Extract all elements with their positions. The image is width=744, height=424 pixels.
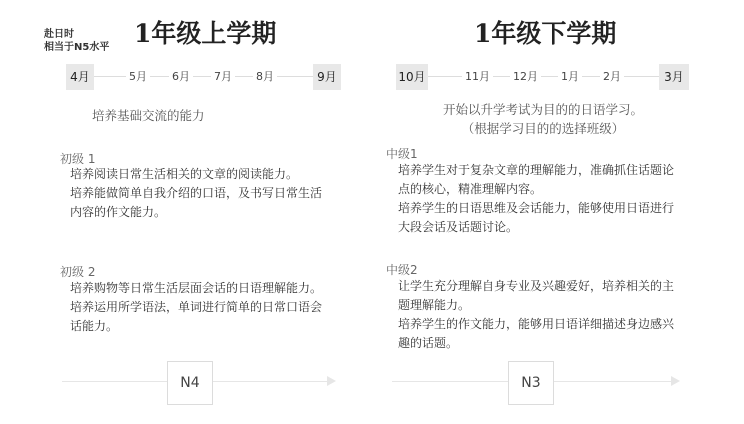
n5-level-note bbox=[44, 28, 109, 54]
level-heading-beginner-2: 初级 2 bbox=[60, 265, 96, 279]
jlpt-level-badge-left: N4 bbox=[167, 361, 213, 405]
description-line: 培养能做简单自我介绍的口语，及书写日常生活 bbox=[70, 186, 323, 200]
right-month: 2月 bbox=[600, 64, 624, 90]
left-arrow-head-icon bbox=[327, 376, 336, 386]
right-month: 12月 bbox=[510, 64, 541, 90]
jlpt-level-badge-right: N3 bbox=[508, 361, 554, 405]
description-line: 培养学生对于复杂文章的理解能力，准确抓住话题论 bbox=[398, 163, 675, 177]
right-month: 1月 bbox=[558, 64, 582, 90]
right-arrow-head-icon bbox=[671, 376, 680, 386]
level-heading-intermediate-2: 中级2 bbox=[386, 263, 418, 277]
left-month: 8月 bbox=[253, 64, 277, 90]
right-goal-line-2: （根据学习目的的选择班级） bbox=[461, 121, 625, 136]
description-line: 培养学生的作文能力，能够用日语详细描述身边感兴 bbox=[398, 317, 675, 331]
description-line: 培养阅读日常生活相关的文章的阅读能力。 bbox=[70, 167, 299, 181]
description-line: 培养购物等日常生活层面会话的日语理解能力。 bbox=[70, 281, 323, 295]
right-month-start: 10月 bbox=[396, 64, 428, 90]
note-line-1: 赴日时 bbox=[44, 29, 74, 40]
description-line: 大段会话及话题讨论。 bbox=[398, 220, 519, 234]
right-month-timeline bbox=[396, 64, 689, 90]
left-month: 7月 bbox=[211, 64, 235, 90]
left-month-timeline bbox=[66, 64, 341, 90]
right-month: 11月 bbox=[462, 64, 493, 90]
note-line-2: 相当于N5水平 bbox=[44, 42, 110, 53]
right-goal-line-1: 开始以升学考试为目的的日语学习。 bbox=[442, 102, 643, 117]
left-month: 6月 bbox=[169, 64, 193, 90]
left-semester-title: 1年级上学期 bbox=[134, 19, 277, 48]
description-line: 培养学生的日语思维及会话能力，能够使用日语进行 bbox=[398, 201, 675, 215]
level-description-beginner-1 bbox=[70, 165, 322, 222]
level-heading-beginner-1: 初级 1 bbox=[60, 152, 96, 166]
left-goal: 培养基础交流的能力 bbox=[92, 108, 205, 123]
description-line: 让学生充分理解自身专业及兴趣爱好，培养相关的主 bbox=[398, 279, 675, 293]
description-line: 趣的话题。 bbox=[398, 336, 459, 350]
description-line: 内容的作文能力。 bbox=[70, 205, 167, 219]
level-description-beginner-2 bbox=[70, 279, 322, 336]
left-month: 5月 bbox=[126, 64, 150, 90]
left-month-start: 4月 bbox=[66, 64, 94, 90]
right-month-end: 3月 bbox=[659, 64, 689, 90]
description-line: 培养运用所学语法，单词进行简单的日常口语会 bbox=[70, 300, 323, 314]
right-semester-title: 1年级下学期 bbox=[474, 19, 617, 48]
level-heading-intermediate-1: 中级1 bbox=[386, 147, 418, 161]
right-goal bbox=[398, 100, 688, 138]
level-description-intermediate-2 bbox=[398, 277, 674, 353]
level-description-intermediate-1 bbox=[398, 161, 674, 237]
left-month-end: 9月 bbox=[313, 64, 341, 90]
description-line: 点的核心，精准理解内容。 bbox=[398, 182, 543, 196]
description-line: 题理解能力。 bbox=[398, 298, 471, 312]
description-line: 话能力。 bbox=[70, 319, 119, 333]
